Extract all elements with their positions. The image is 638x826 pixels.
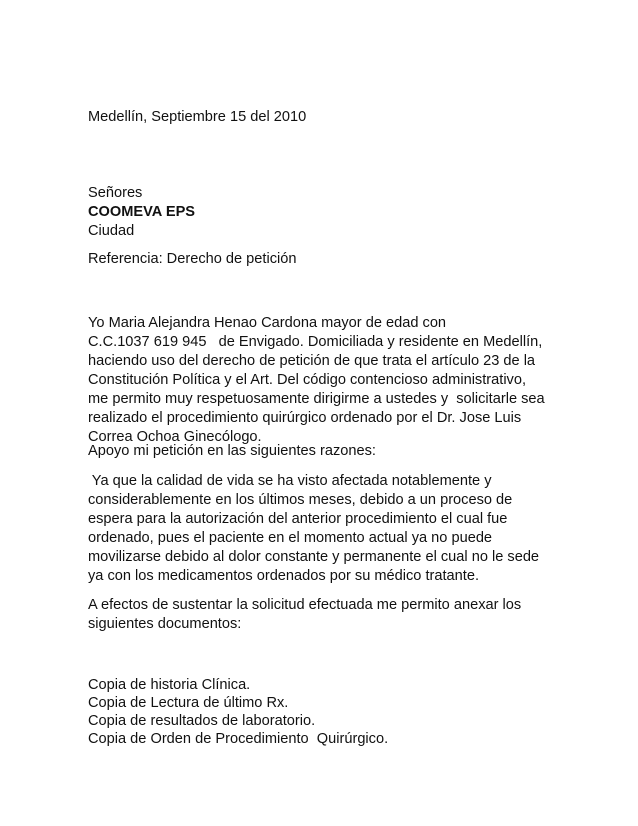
annex-line: siguientes documentos: <box>88 616 242 632</box>
intro-line: haciendo uso del derecho de petición de que trata el artículo 23 de la <box>88 353 536 369</box>
intro-line: me permito muy respetuosamente dirigirme a ustedes y solicitarle sea <box>88 391 545 407</box>
document-item: Copia de Lectura de último Rx. <box>88 695 289 711</box>
reason-line: ordenado, pues el paciente en el momento actual ya no puede <box>88 530 493 546</box>
document-item: Copia de historia Clínica. <box>88 677 251 693</box>
recipient-organization: COOMEVA EPS <box>88 204 196 220</box>
intro-line: realizado el procedimiento quirúrgico ordenado por el Dr. Jose Luis <box>88 410 522 426</box>
intro-line: Yo Maria Alejandra Henao Cardona mayor de edad con <box>88 315 447 331</box>
intro-line: Correa Ochoa Ginecólogo. <box>88 429 262 445</box>
document-item: Copia de Orden de Procedimiento Quirúrgico. <box>88 731 389 747</box>
intro-line: Constitución Política y el Art. Del código contencioso administrativo, <box>88 372 527 388</box>
reason-line: ya con los medicamentos ordenados por su médico tratante. <box>88 568 480 584</box>
reason-line: movilizarse debido al dolor constante y permanente el cual no le sede <box>88 549 540 565</box>
reason-line: Ya que la calidad de vida se ha visto afectada notablemente y <box>88 473 492 489</box>
reason-line: espera para la autorización del anterior procedimiento el cual fue <box>88 511 508 527</box>
document-item: Copia de resultados de laboratorio. <box>88 713 316 729</box>
reason-line: considerablemente en los últimos meses, debido a un proceso de <box>88 492 513 508</box>
recipient-salutation: Señores <box>88 185 143 201</box>
reference-line: Referencia: Derecho de petición <box>88 251 297 267</box>
annex-line: A efectos de sustentar la solicitud efectuada me permito anexar los <box>88 597 522 613</box>
intro-line: C.C.1037 619 945 de Envigado. Domiciliada y residente en Medellín, <box>88 334 543 350</box>
support-intro: Apoyo mi petición en las siguientes razones: <box>88 443 376 459</box>
letter-date: Medellín, Septiembre 15 del 2010 <box>88 109 307 125</box>
recipient-city: Ciudad <box>88 223 135 239</box>
